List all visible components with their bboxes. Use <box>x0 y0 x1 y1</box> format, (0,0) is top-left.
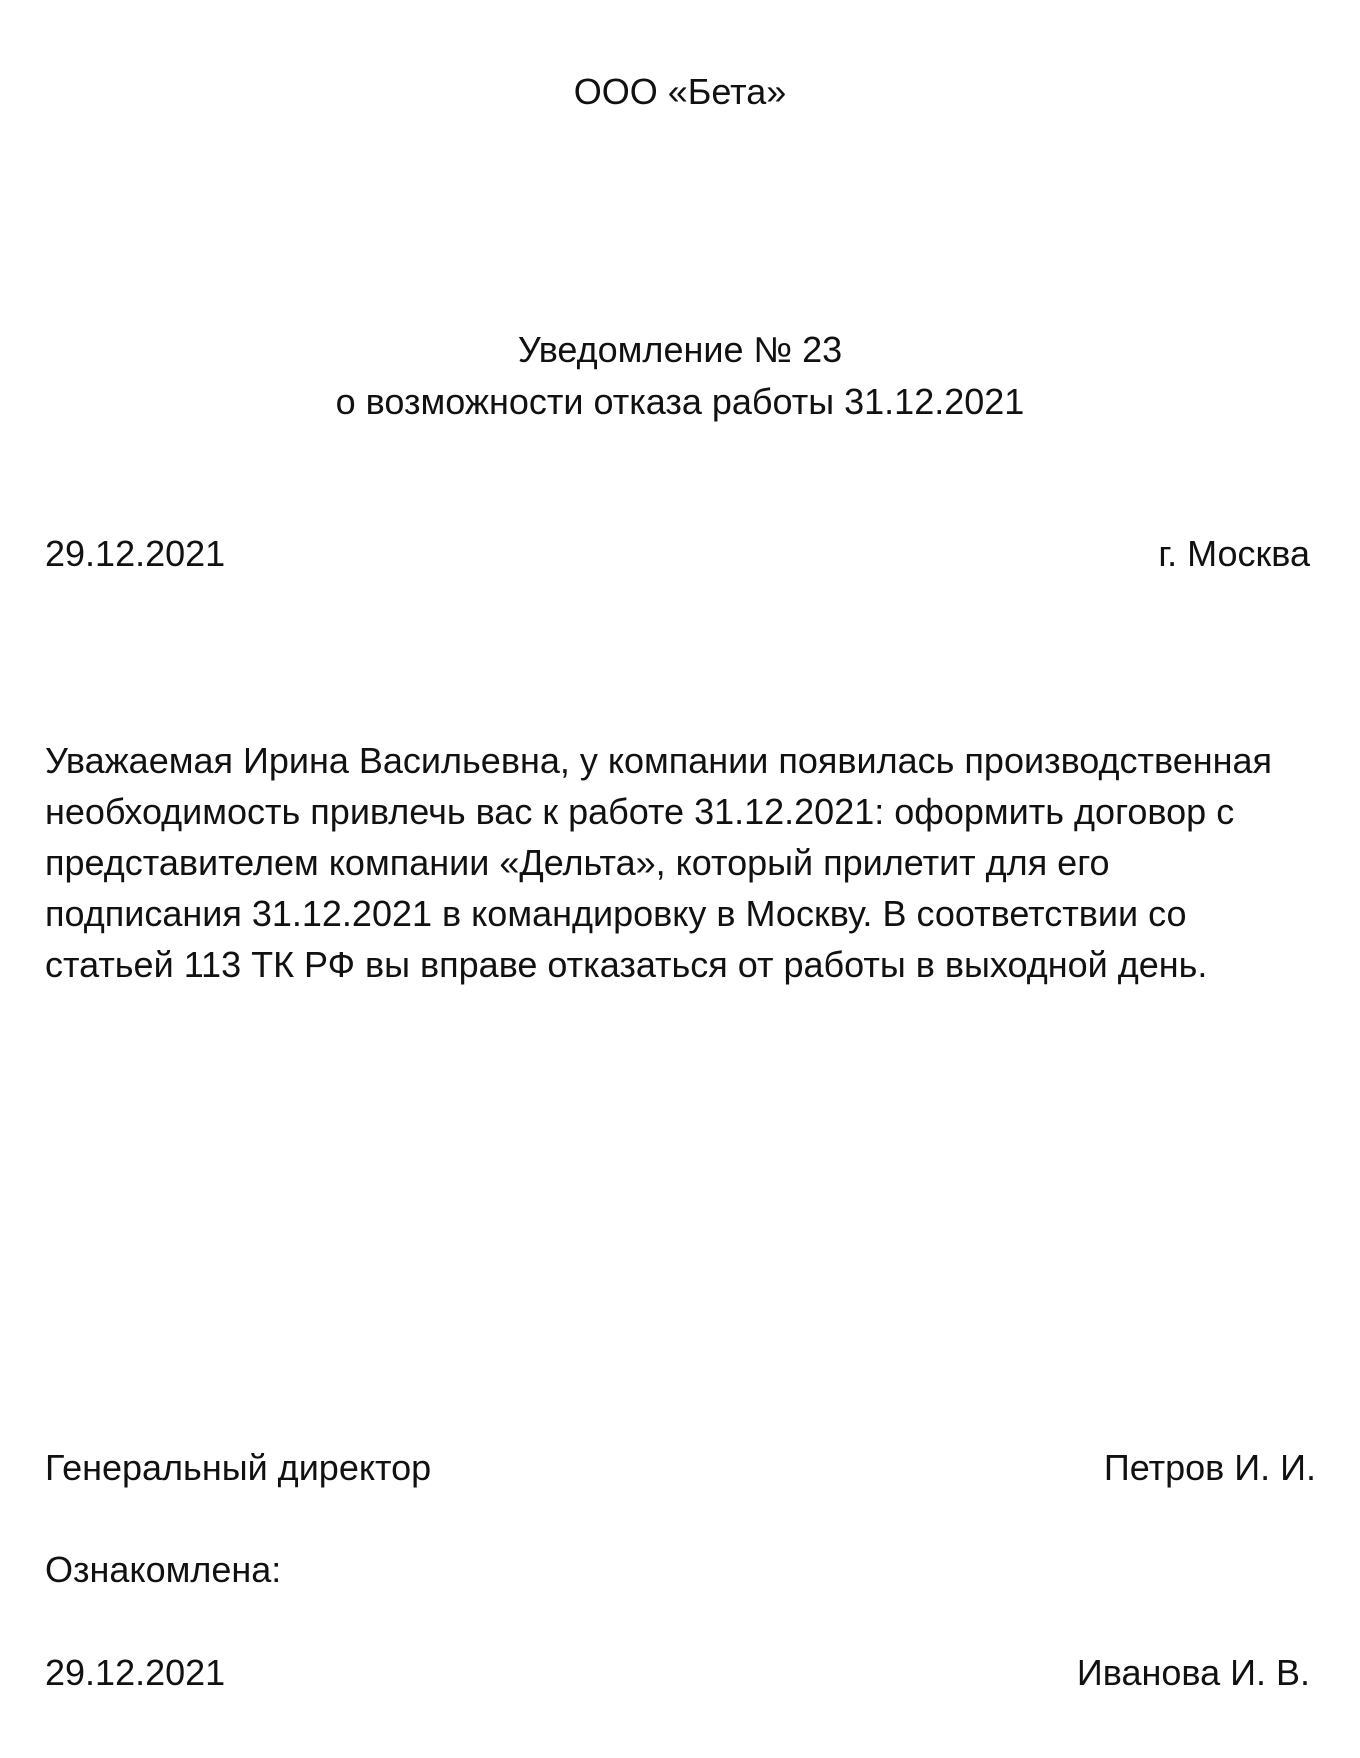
acknowledgement-date: 29.12.2021 <box>45 1652 226 1693</box>
body-line: статьей 113 ТК РФ вы вправе отказаться от работы в выходной день. <box>45 944 1208 985</box>
body-line: Уважаемая Ирина Васильевна, у компании появилась производственная <box>45 740 1273 781</box>
body-line: представителем компании «Дельта», который прилетит для его <box>45 842 1110 883</box>
document-subtitle: о возможности отказа работы 31.12.2021 <box>335 381 1025 422</box>
document-city: г. Москва <box>1158 533 1310 574</box>
signer-name: Петров И. И. <box>1103 1447 1316 1488</box>
body-paragraph <box>45 735 1272 990</box>
signer-position: Генеральный директор <box>45 1447 432 1488</box>
acknowledgement-label: Ознакомлена: <box>45 1549 282 1590</box>
body-line: необходимость привлечь вас к работе 31.12.2021: оформить договор с <box>45 791 1235 832</box>
document-date: 29.12.2021 <box>45 533 226 574</box>
acknowledgement-name: Иванова И. В. <box>1076 1652 1310 1693</box>
body-line: подписания 31.12.2021 в командировку в Москву. В соответствии со <box>45 893 1187 934</box>
document-title: Уведомление № 23 <box>517 329 843 370</box>
company-name: ООО «Бета» <box>573 71 787 112</box>
